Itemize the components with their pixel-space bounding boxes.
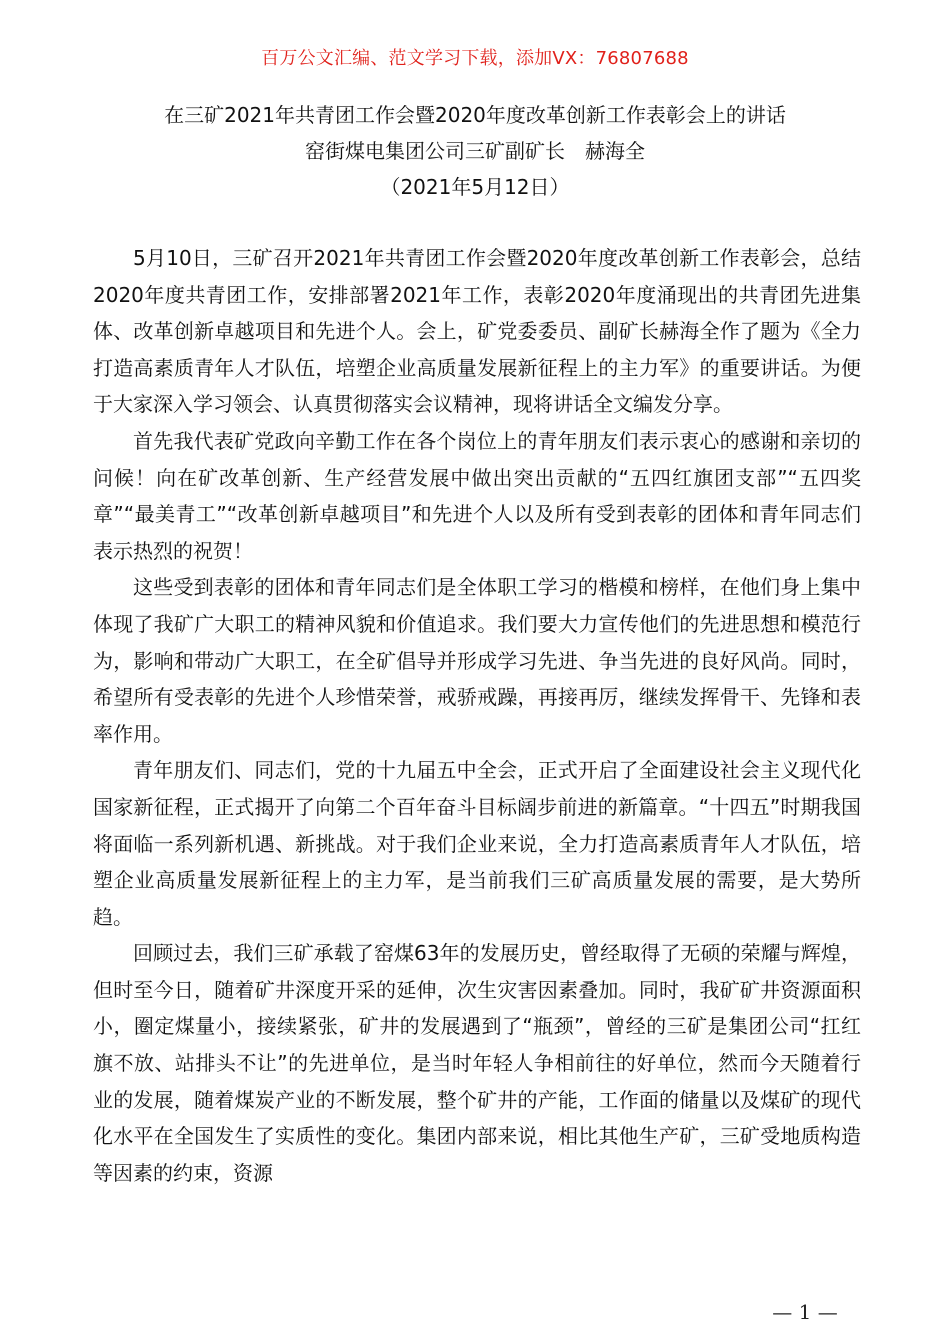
document-body xyxy=(93,240,861,1191)
download-banner: 百万公文汇编、范文学习下载，添加VX：76807688 xyxy=(261,48,689,69)
speech-title: 在三矿2021年共青团工作会暨2020年度改革创新工作表彰会上的讲话 xyxy=(164,103,786,127)
paragraph-4: 青年朋友们、同志们，党的十九届五中全会，正式开启了全面建设社会主义现代化国家新征程，正式揭开了向第二个百年奋斗目标阔步前进的新篇章。“十四五”时期我国将面临一系列新机遇、新挑战。对于我们企业来说，全力打造高素质青年人才队伍，培塑企业高质量发展新征程上的主力军，是当前我们三矿高质量发展的需要，是大势所趋。 xyxy=(93,758,861,929)
paragraph-1: 5月10日，三矿召开2021年共青团工作会暨2020年度改革创新工作表彰会，总结2020年度共青团工作，安排部署2021年工作，表彰2020年度涌现出的共青团先进集体、改革创新卓越项目和先进个人。会上，矿党委委员、副矿长赫海全作了题为《全力打造高素质青年人才队伍，培塑企业高质量发展新征程上的主力军》的重要讲话。为便于大家深入学习领会、认真贯彻落实会议精神，现将讲话全文编发分享。 xyxy=(93,246,861,417)
paragraph-3: 这些受到表彰的团体和青年同志们是全体职工学习的楷模和榜样，在他们身上集中体现了我矿广大职工的精神风貌和价值追求。我们要大力宣传他们的先进思想和模范行为，影响和带动广大职工，在全矿倡导并形成学习先进、争当先进的良好风尚。同时，希望所有受表彰的先进个人珍惜荣誉，戒骄戒躁，再接再厉，继续发挥骨干、先锋和表率作用。 xyxy=(93,575,861,746)
speaker-line: 窑街煤电集团公司三矿副矿长 赫海全 xyxy=(305,139,645,163)
page-number: — 1 — xyxy=(772,1300,838,1324)
paragraph-5: 回顾过去，我们三矿承载了窑煤63年的发展历史，曾经取得了无硕的荣耀与辉煌，但时至今日，随着矿井深度开采的延伸，次生灾害因素叠加。同时，我矿矿井资源面积小，圈定煤量小，接续紧张，矿井的发展遇到了“瓶颈”，曾经的三矿是集团公司“扛红旗不放、站排头不让”的先进单位，是当时年轻人争相前往的好单位，然而今天随着行业的发展，随着煤炭产业的不断发展，整个矿井的产能，工作面的储量以及煤矿的现代化水平在全国发生了实质性的变化。集团内部来说，相比其他生产矿，三矿受地质构造等因素的约束，资源 xyxy=(93,941,861,1185)
speech-heading xyxy=(0,97,950,205)
speech-date: （2021年5月12日） xyxy=(380,175,570,199)
paragraph-2: 首先我代表矿党政向辛勤工作在各个岗位上的青年朋友们表示衷心的感谢和亲切的问候！向在矿改革创新、生产经营发展中做出突出贡献的“五四红旗团支部”“五四奖章”“最美青工”“改革创新卓越项目”和先进个人以及所有受到表彰的团体和青年同志们表示热烈的祝贺！ xyxy=(93,428,861,563)
